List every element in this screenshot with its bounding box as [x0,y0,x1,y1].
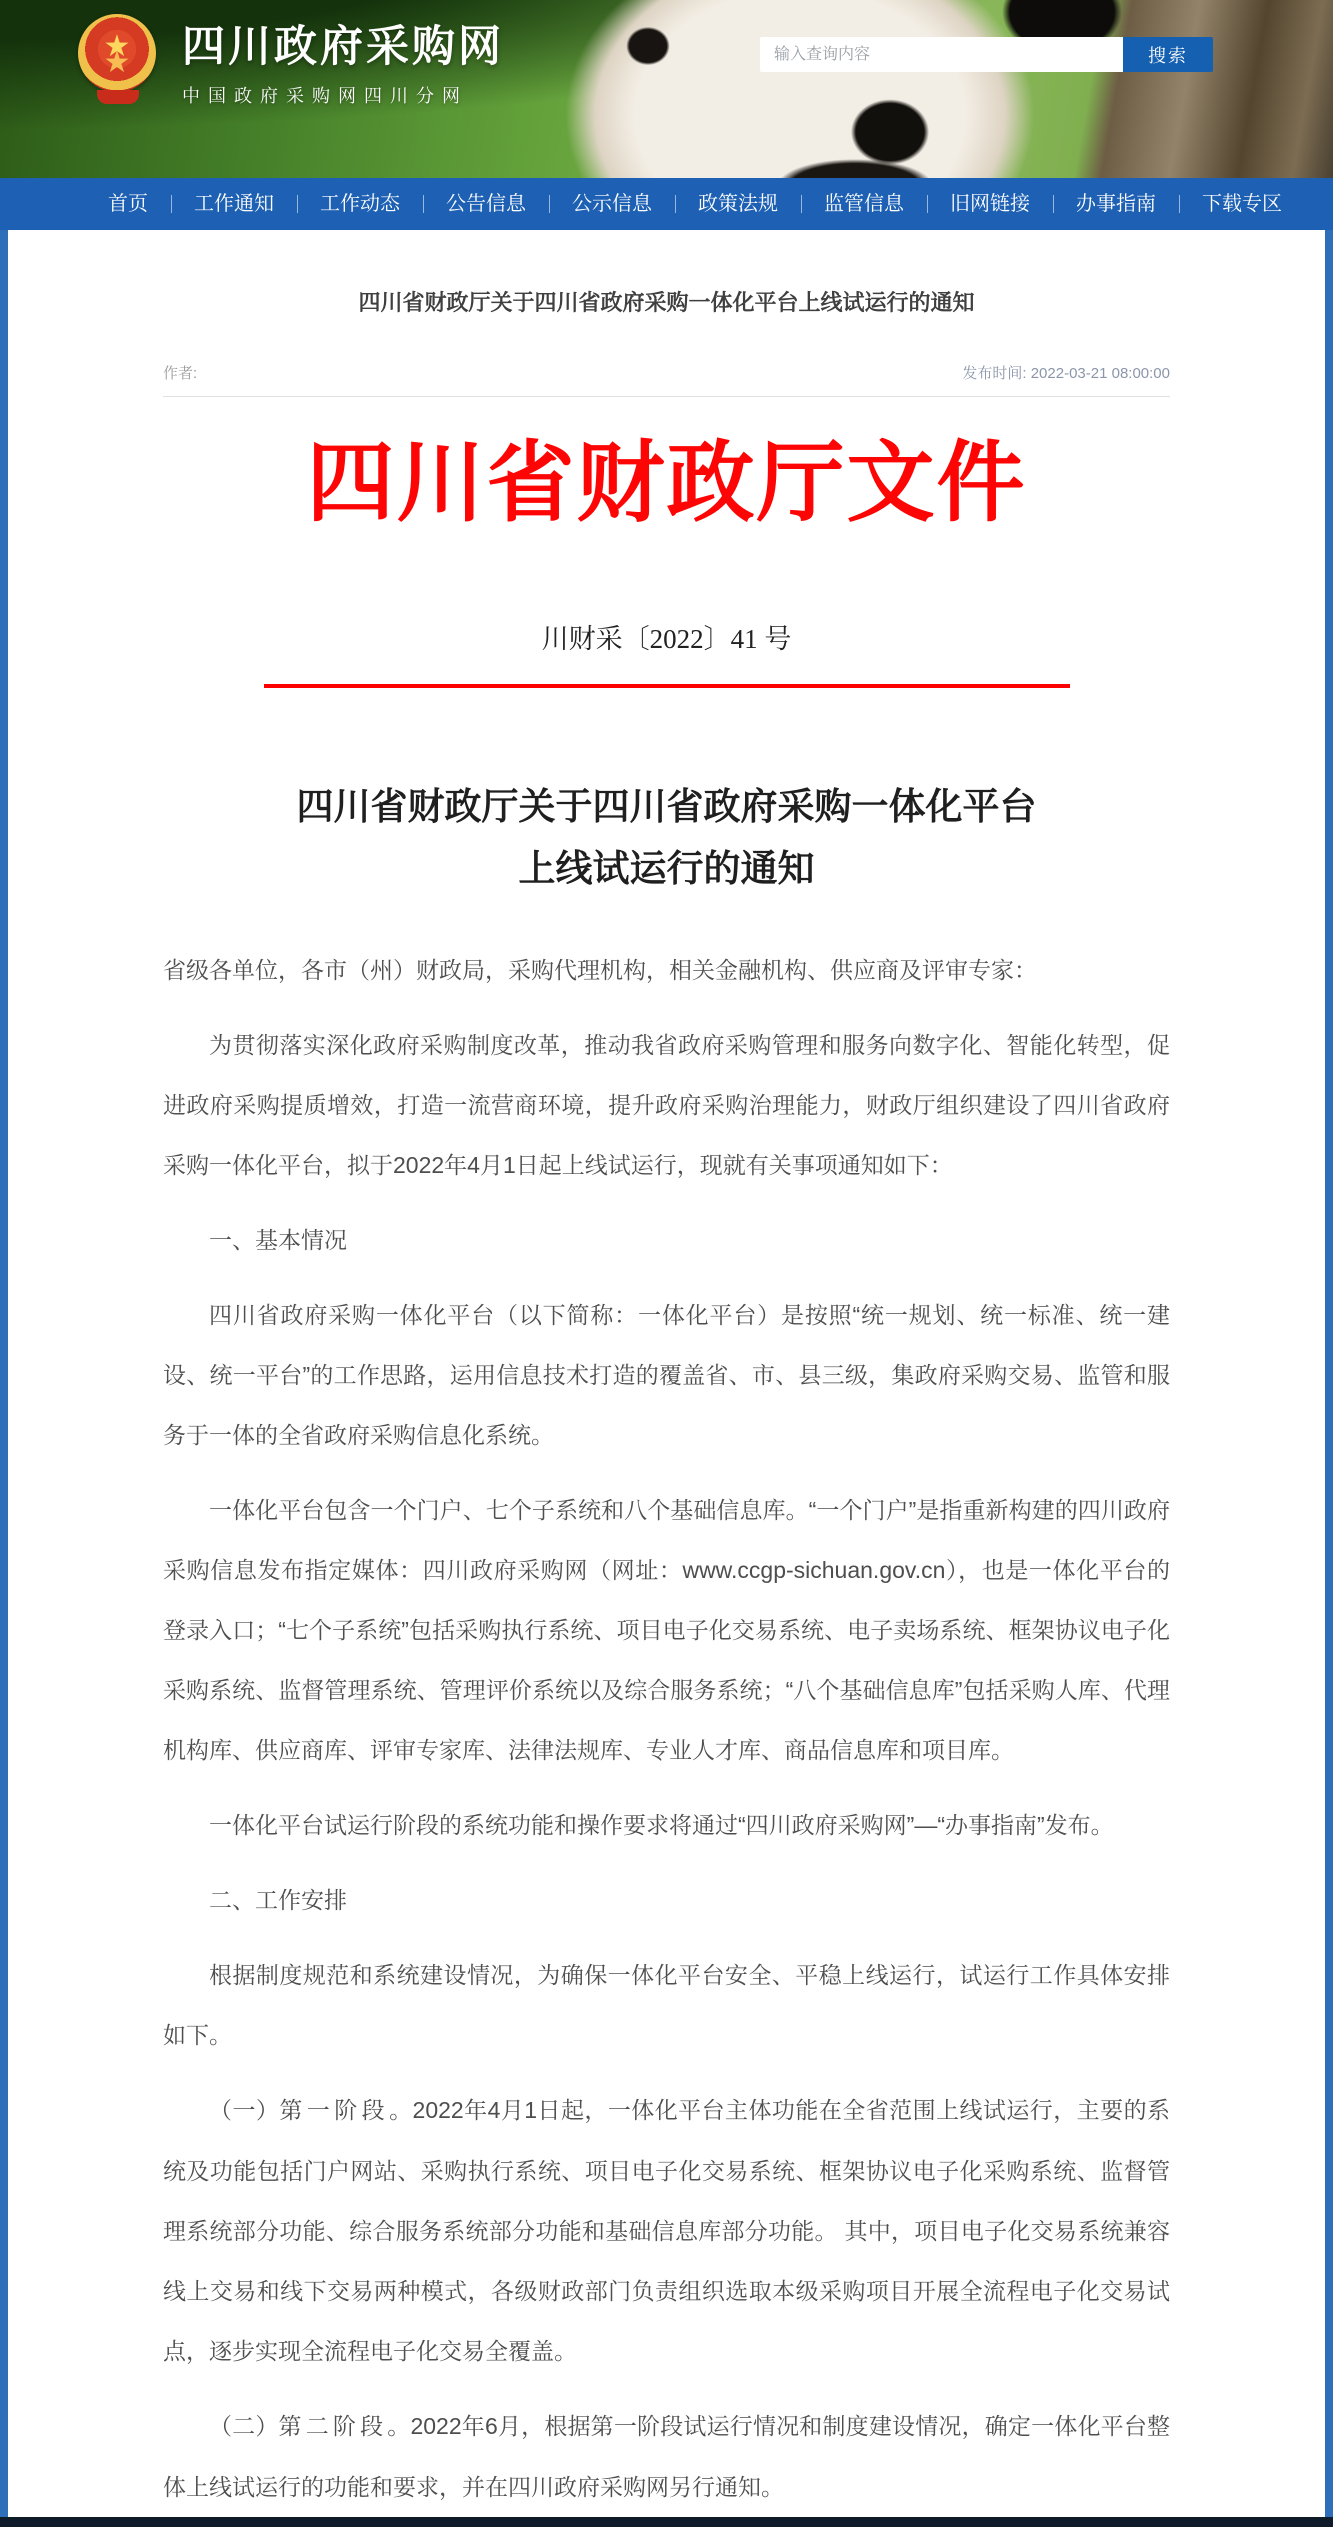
search-button[interactable]: 搜索 [1123,37,1213,72]
nav-item-policies[interactable]: 政策法规 [675,178,801,230]
site-banner [0,0,1333,178]
logo-text [182,14,504,108]
doc-paragraph-platform: 四川省政府采购一体化平台（以下简称：一体化平台）是按照“统一规划、统一标准、统一建设、统一平台”的工作思路，运用信息技术打造的覆盖省、市、县三级，集政府采购交易、监管和服务于一体的全省政府采购信息化系统。 [163,1301,1170,1448]
salutation: 省级各单位，各市（州）财政局，采购代理机构，相关金融机构、供应商及评审专家： [163,956,1037,983]
nav-item-work-dynamics[interactable]: 工作动态 [297,178,423,230]
doc-paragraph-trial: 一体化平台试运行阶段的系统功能和操作要求将通过“四川政府采购网”—“办事指南”发布。 [209,1811,1114,1838]
phase2-name: 第二阶段 [278,2413,388,2439]
nav-item-service-guide[interactable]: 办事指南 [1053,178,1179,230]
phase1-prefix: （一） [209,2096,280,2123]
red-divider-rule [264,684,1070,688]
section-heading-2: 二、工作安排 [209,1886,347,1913]
doc-paragraph-intro: 为贯彻落实深化政府采购制度改革，推动我省政府采购管理和服务向数字化、智能化转型，促进政府采购提质增效，打造一流营商环境，提升政府采购治理能力，财政厅组织建设了四川省政府采购一体化平台，拟于2022年4月1日起上线试运行，现就有关事项通知如下： [163,1031,1170,1178]
site-logo[interactable] [78,14,504,108]
emblem-ribbon [97,90,139,104]
publish-time: 发布时间: 2022-03-21 08:00:00 [962,365,1170,382]
article-page [0,230,1333,2517]
nav-item-work-notice[interactable]: 工作通知 [171,178,297,230]
document-title [163,776,1170,900]
nav-item-announcement-info[interactable]: 公告信息 [423,178,549,230]
site-subtitle: 中国政府采购网四川分网 [182,85,468,106]
doc-paragraph-arrange: 根据制度规范和系统建设情况，为确保一体化平台安全、平稳上线运行，试运行工作具体安排如下。 [163,1961,1170,2048]
phase2-text: 。2022年6月，根据第一阶段试运行情况和制度建设情况，确定一体化平台整体上线试运行的功能和要求，并在四川政府采购网另行通知。 [163,2412,1171,2500]
national-emblem-icon [78,14,158,104]
search-input[interactable] [760,37,1123,72]
emblem-star-icon: ★ [103,30,131,63]
nav-item-download-zone[interactable]: 下载专区 [1179,178,1305,230]
emblem-disc [78,14,156,92]
doc-paragraph-phase2 [163,2396,1170,2517]
nav-item-home[interactable]: 首页 [108,193,148,215]
nav-item-supervision-info[interactable]: 监管信息 [801,178,927,230]
nav-item-old-site-link[interactable]: 旧网链接 [927,178,1053,230]
author-label: 作者: [163,365,198,382]
footer-bar [0,2517,1333,2527]
section-heading-1: 一、基本情况 [209,1226,347,1253]
nav-list [0,178,1333,230]
doc-paragraph-phase1 [163,2080,1170,2381]
document-body [163,940,1170,2517]
main-nav [0,178,1333,230]
document-title-line1: 四川省财政厅关于四川省政府采购一体化平台 [296,785,1037,827]
document-number: 川财采〔2022〕41 号 [541,623,792,654]
site-title: 四川政府采购网 [182,23,504,71]
page-title: 四川省财政厅关于四川省政府采购一体化平台上线试运行的通知 [358,290,975,315]
document-title-line2: 上线试运行的通知 [518,847,815,889]
phase1-text: 。2022年4月1日起，一体化平台主体功能在全省范围上线试运行，主要的系统及功能包括门户网站、采购执行系统、项目电子化交易系统、框架协议电子化采购系统、监督管理系统部分功能、综合服务系统部分功能和基础信息库部分功能。 其中，项目电子化交易系统兼容线上交易和线下交易两种模式，各级财政部门负责组织选取本级采购项目开展全流程电子化交易试点，逐步实现全流程电子化交易全覆盖。 [163,2096,1171,2364]
doc-paragraph-portal: 一体化平台包含一个门户、七个子系统和八个基础信息库。“一个门户”是指重新构建的四川政府采购信息发布指定媒体：四川政府采购网（网址：www.ccgp-sichuan.gov.cn），也是一体化平台的登录入口；“七个子系统”包括采购执行系统、项目电子化交易系统、电子卖场系统、框架协议电子化采购系统、监督管理系统、管理评价系统以及综合服务系统；“八个基础信息库”包括采购人库、代理机构库、供应商库、评审专家库、法律法规库、专业人才库、商品信息库和项目库。 [163,1496,1170,1763]
search-bar [760,37,1213,72]
document-red-header: 四川省财政厅文件 [306,436,1027,533]
article-meta [163,362,1170,383]
phase2-prefix: （二） [209,2412,279,2439]
nav-item-publicity-info[interactable]: 公示信息 [549,178,675,230]
meta-divider [163,396,1170,397]
phase1-name: 第一阶段 [279,2097,390,2123]
